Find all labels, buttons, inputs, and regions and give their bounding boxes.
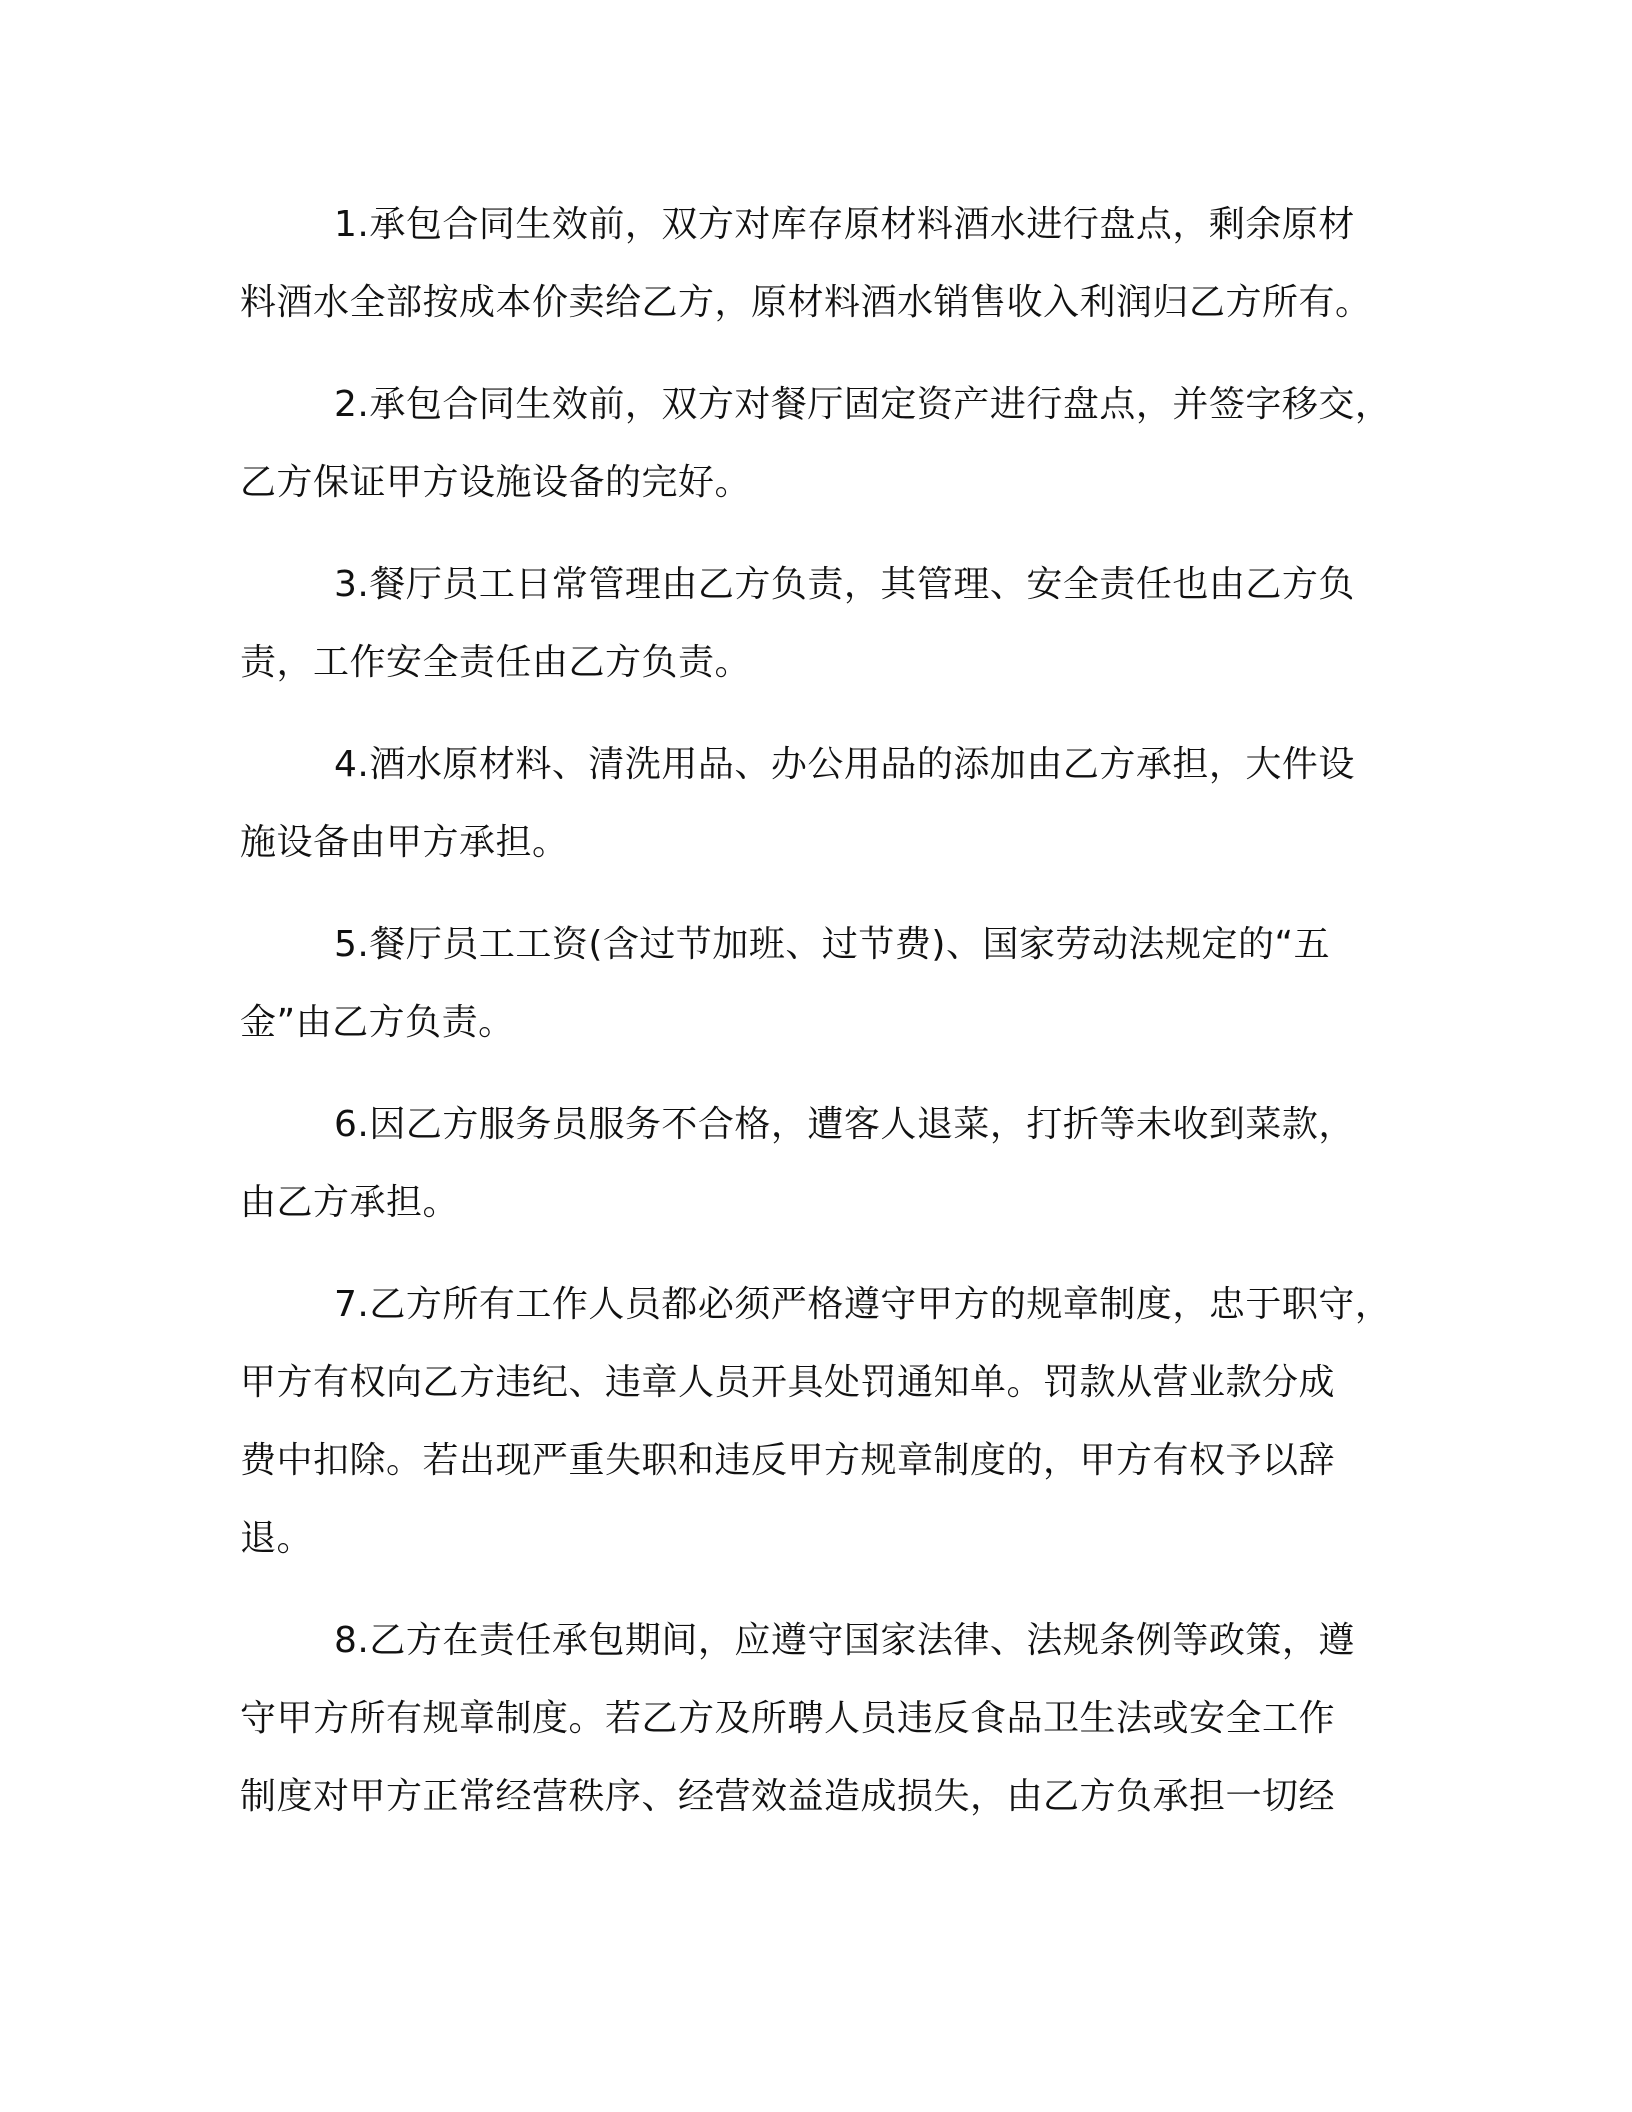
clause-4-line-2: 施设备由甲方承担。: [240, 822, 569, 863]
clause-1-line-1: 1.承包合同生效前，双方对库存原材料酒水进行盘点，剩余原材: [334, 204, 1355, 245]
clause-7-line-4: 退。: [240, 1518, 314, 1559]
document-body: [240, 186, 1410, 1860]
clause-1-line-2: 料酒水全部按成本价卖给乙方，原材料酒水销售收入利润归乙方所有。: [240, 282, 1372, 323]
clause-8-line-2: 守甲方所有规章制度。若乙方及所聘人员违反食品卫生法或安全工作: [240, 1698, 1336, 1739]
clause-2-line-1: 2.承包合同生效前，双方对餐厅固定资产进行盘点，并签字移交，: [334, 384, 1392, 425]
clause-5: [240, 906, 1410, 1062]
clause-4: [240, 726, 1410, 882]
clause-3-line-2: 责，工作安全责任由乙方负责。: [240, 642, 752, 683]
clause-8: [240, 1602, 1410, 1836]
clause-3: [240, 546, 1410, 702]
clause-6-line-1: 6.因乙方服务员服务不合格，遭客人退菜，打折等未收到菜款，: [334, 1104, 1355, 1145]
clause-3-line-1: 3.餐厅员工日常管理由乙方负责，其管理、安全责任也由乙方负: [334, 564, 1355, 605]
clause-7-line-2: 甲方有权向乙方违纪、违章人员开具处罚通知单。罚款从营业款分成: [240, 1362, 1336, 1403]
clause-4-line-1: 4.酒水原材料、清洗用品、办公用品的添加由乙方承担，大件设: [334, 744, 1355, 785]
clause-2-line-2: 乙方保证甲方设施设备的完好。: [240, 462, 752, 503]
clause-7: [240, 1266, 1410, 1578]
clause-6: [240, 1086, 1410, 1242]
clause-5-line-2: 金”由乙方负责。: [240, 1002, 515, 1043]
clause-7-line-3: 费中扣除。若出现严重失职和违反甲方规章制度的，甲方有权予以辞: [240, 1440, 1336, 1481]
clause-7-line-1: 7.乙方所有工作人员都必须严格遵守甲方的规章制度，忠于职守，: [334, 1284, 1392, 1325]
clause-5-line-1: 5.餐厅员工工资(含过节加班、过节费)、国家劳动法规定的“五: [334, 924, 1331, 965]
clause-8-line-1: 8.乙方在责任承包期间，应遵守国家法律、法规条例等政策，遵: [334, 1620, 1355, 1661]
clause-1: [240, 186, 1410, 342]
clause-2: [240, 366, 1410, 522]
clause-6-line-2: 由乙方承担。: [240, 1182, 460, 1223]
clause-8-line-3: 制度对甲方正常经营秩序、经营效益造成损失，由乙方负承担一切经: [240, 1776, 1336, 1817]
